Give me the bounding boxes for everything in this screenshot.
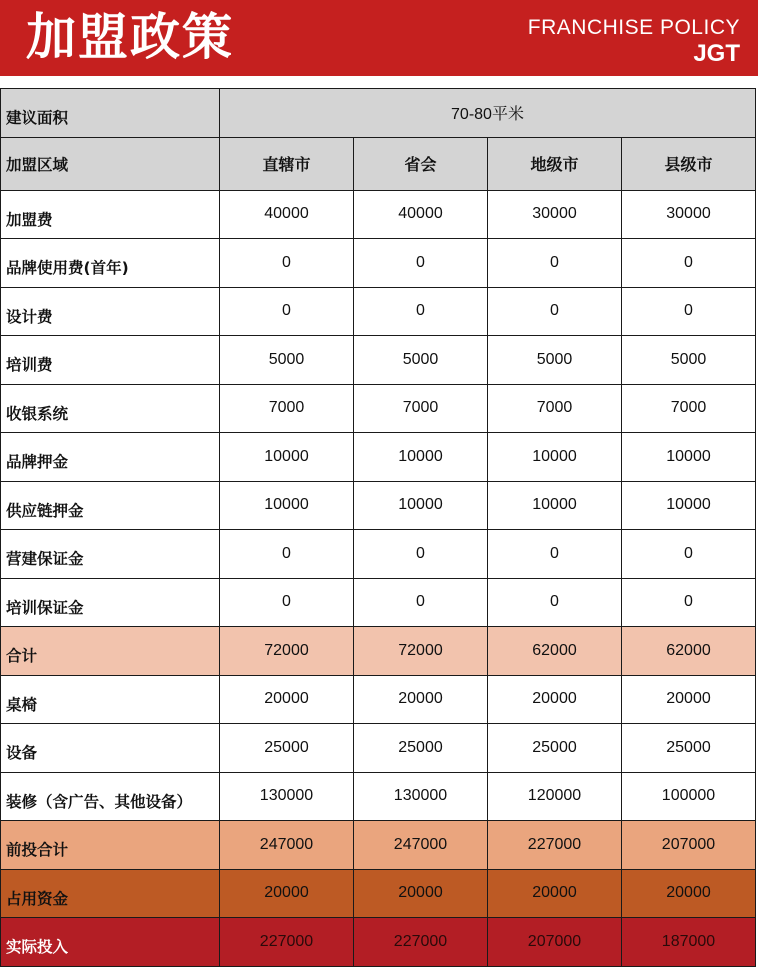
fee-amount-cell: 0 xyxy=(622,287,756,336)
fee-amount-cell: 5000 xyxy=(220,336,354,385)
fee-amount-cell: 40000 xyxy=(220,190,354,239)
fee-item-label: 设备 xyxy=(1,724,220,773)
franchise-fee-table xyxy=(0,88,756,967)
fee-amount-cell: 0 xyxy=(622,530,756,579)
area-value: 70-80平米 xyxy=(220,89,756,138)
fee-item-label: 前投合计 xyxy=(1,821,220,870)
fee-amount-cell: 10000 xyxy=(622,433,756,482)
fee-amount-cell: 0 xyxy=(354,239,488,288)
region-header: 省会 xyxy=(354,137,488,190)
fee-amount-cell: 0 xyxy=(220,239,354,288)
fee-item-label: 设计费 xyxy=(1,287,220,336)
fee-amount-cell: 10000 xyxy=(622,481,756,530)
fee-amount-cell: 120000 xyxy=(488,772,622,821)
page-title: 加盟政策 xyxy=(26,8,234,66)
fee-amount-cell: 25000 xyxy=(354,724,488,773)
fee-row xyxy=(1,190,756,239)
fee-amount-cell: 20000 xyxy=(354,675,488,724)
fee-amount-cell: 100000 xyxy=(622,772,756,821)
fee-amount-cell: 0 xyxy=(354,287,488,336)
area-row xyxy=(1,89,756,138)
region-header: 县级市 xyxy=(622,137,756,190)
fee-amount-cell: 10000 xyxy=(220,481,354,530)
fee-amount-cell: 5000 xyxy=(488,336,622,385)
fee-amount-cell: 5000 xyxy=(622,336,756,385)
fee-amount-cell: 72000 xyxy=(220,627,354,676)
fee-item-label: 实际投入 xyxy=(1,918,220,967)
fee-item-label: 品牌使用费(首年) xyxy=(1,239,220,288)
fee-amount-cell: 207000 xyxy=(622,821,756,870)
fee-amount-cell: 72000 xyxy=(354,627,488,676)
page-subtitle: FRANCHISE POLICY xyxy=(527,16,740,39)
fee-amount-cell: 227000 xyxy=(354,918,488,967)
fee-item-label: 合计 xyxy=(1,627,220,676)
fee-amount-cell: 0 xyxy=(220,287,354,336)
fee-row xyxy=(1,918,756,967)
fee-amount-cell: 30000 xyxy=(622,190,756,239)
fee-amount-cell: 130000 xyxy=(220,772,354,821)
fee-amount-cell: 25000 xyxy=(220,724,354,773)
region-header: 直辖市 xyxy=(220,137,354,190)
fee-row xyxy=(1,821,756,870)
fee-amount-cell: 5000 xyxy=(354,336,488,385)
fee-amount-cell: 130000 xyxy=(354,772,488,821)
fee-amount-cell: 20000 xyxy=(622,675,756,724)
fee-amount-cell: 7000 xyxy=(488,384,622,433)
fee-amount-cell: 30000 xyxy=(488,190,622,239)
fee-amount-cell: 10000 xyxy=(488,481,622,530)
fee-amount-cell: 20000 xyxy=(220,869,354,918)
fee-row xyxy=(1,530,756,579)
fee-amount-cell: 40000 xyxy=(354,190,488,239)
area-label: 建议面积 xyxy=(1,89,220,138)
fee-amount-cell: 7000 xyxy=(354,384,488,433)
fee-item-label: 品牌押金 xyxy=(1,433,220,482)
fee-amount-cell: 20000 xyxy=(488,675,622,724)
fee-amount-cell: 62000 xyxy=(622,627,756,676)
fee-item-label: 桌椅 xyxy=(1,675,220,724)
fee-item-label: 供应链押金 xyxy=(1,481,220,530)
fee-amount-cell: 25000 xyxy=(622,724,756,773)
fee-amount-cell: 7000 xyxy=(220,384,354,433)
fee-amount-cell: 0 xyxy=(488,239,622,288)
fee-amount-cell: 207000 xyxy=(488,918,622,967)
fee-row xyxy=(1,772,756,821)
fee-amount-cell: 20000 xyxy=(488,869,622,918)
fee-row xyxy=(1,724,756,773)
fee-row xyxy=(1,287,756,336)
fee-amount-cell: 62000 xyxy=(488,627,622,676)
fee-amount-cell: 0 xyxy=(220,578,354,627)
title-banner xyxy=(0,0,758,76)
fee-row xyxy=(1,384,756,433)
fee-row xyxy=(1,869,756,918)
fee-amount-cell: 0 xyxy=(220,530,354,579)
fee-amount-cell: 247000 xyxy=(220,821,354,870)
fee-amount-cell: 0 xyxy=(354,578,488,627)
brand-name: JGT xyxy=(693,40,740,67)
fee-item-label: 加盟费 xyxy=(1,190,220,239)
fee-amount-cell: 20000 xyxy=(622,869,756,918)
fee-amount-cell: 187000 xyxy=(622,918,756,967)
fee-item-label: 装修（含广告、其他设备） xyxy=(1,772,220,821)
fee-item-label: 培训保证金 xyxy=(1,578,220,627)
fee-amount-cell: 0 xyxy=(622,239,756,288)
fee-row xyxy=(1,675,756,724)
fee-amount-cell: 25000 xyxy=(488,724,622,773)
fee-row xyxy=(1,627,756,676)
fee-row xyxy=(1,336,756,385)
fee-item-label: 占用资金 xyxy=(1,869,220,918)
fee-amount-cell: 227000 xyxy=(488,821,622,870)
fee-item-label: 营建保证金 xyxy=(1,530,220,579)
region-header-row xyxy=(1,137,756,190)
fee-amount-cell: 0 xyxy=(488,287,622,336)
fee-row xyxy=(1,433,756,482)
fee-amount-cell: 247000 xyxy=(354,821,488,870)
fee-amount-cell: 0 xyxy=(488,530,622,579)
fee-amount-cell: 10000 xyxy=(354,481,488,530)
fee-item-label: 收银系统 xyxy=(1,384,220,433)
fee-amount-cell: 0 xyxy=(488,578,622,627)
fee-amount-cell: 7000 xyxy=(622,384,756,433)
fee-amount-cell: 10000 xyxy=(220,433,354,482)
fee-row xyxy=(1,239,756,288)
fee-amount-cell: 227000 xyxy=(220,918,354,967)
fee-amount-cell: 0 xyxy=(354,530,488,579)
fee-amount-cell: 10000 xyxy=(354,433,488,482)
fee-amount-cell: 20000 xyxy=(354,869,488,918)
fee-row xyxy=(1,481,756,530)
fee-amount-cell: 20000 xyxy=(220,675,354,724)
region-label: 加盟区域 xyxy=(1,137,220,190)
fee-row xyxy=(1,578,756,627)
fee-amount-cell: 10000 xyxy=(488,433,622,482)
region-header: 地级市 xyxy=(488,137,622,190)
fee-item-label: 培训费 xyxy=(1,336,220,385)
fee-amount-cell: 0 xyxy=(622,578,756,627)
